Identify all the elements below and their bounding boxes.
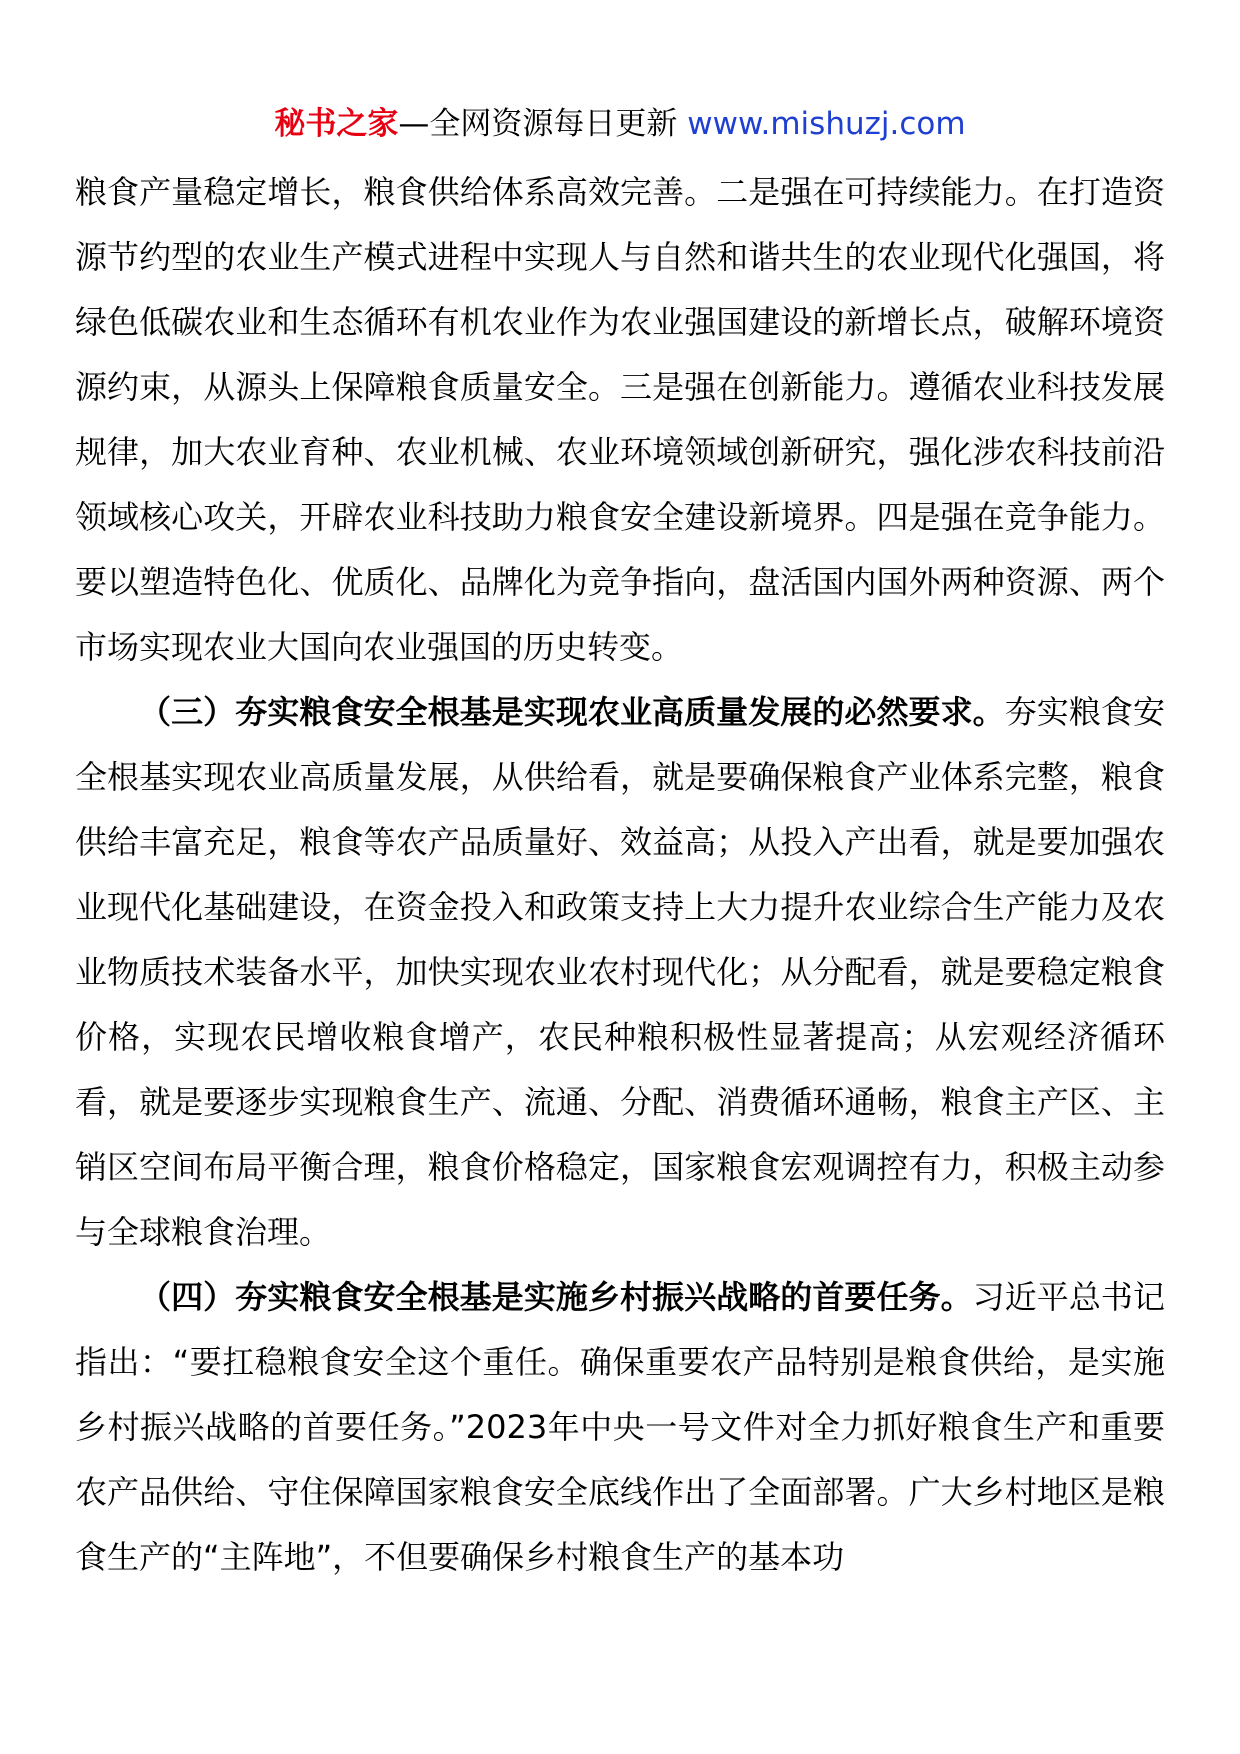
paragraph-3-text: 习近平总书记指出：“要扛稳粮食安全这个重任。确保重要农产品特别是粮食供给，是实施乡村振兴战略的首要任务。”2023年中央一号文件对全力抓好粮食生产和重要农产品供给、守住保障国家粮食安全底线作出了全面部署。广大乡村地区是粮食生产的“主阵地”，不但要确保乡村粮食生产的基本功 [75, 1278, 1165, 1576]
site-url-link[interactable]: www.mishuzj.com [687, 106, 966, 142]
brand-name: 秘书之家 [274, 106, 399, 142]
paragraph-2-text: 夯实粮食安全根基实现农业高质量发展，从供给看，就是要确保粮食产业体系完整，粮食供给丰富充足，粮食等农产品质量好、效益高；从投入产出看，就是要加强农业现代化基础建设，在资金投入和政策支持上大力提升农业综合生产能力及农业物质技术装备水平，加快实现农业农村现代化；从分配看，就是要稳定粮食价格，实现农民增收粮食增产，农民种粮积极性显著提高；从宏观经济循环看，就是要逐步实现粮食生产、流通、分配、消费循环通畅，粮食主产区、主销区空间布局平衡合理，粮食价格稳定，国家粮食宏观调控有力，积极主动参与全球粮食治理。 [75, 693, 1165, 1251]
section-heading-4: （四）夯实粮食安全根基是实施乡村振兴战略的首要任务。 [139, 1278, 973, 1316]
header-tagline: —全网资源每日更新 [398, 106, 678, 142]
section-heading-3: （三）夯实粮食安全根基是实现农业高质量发展的必然要求。 [139, 693, 1005, 731]
paragraph-1 [75, 160, 1165, 680]
paragraph-3 [75, 1265, 1165, 1590]
paragraph-2 [75, 680, 1165, 1265]
paragraph-1-text: 粮食产量稳定增长，粮食供给体系高效完善。二是强在可持续能力。在打造资源节约型的农业生产模式进程中实现人与自然和谐共生的农业现代化强国，将绿色低碳农业和生态循环有机农业作为农业强国建设的新增长点，破解环境资源约束，从源头上保障粮食质量安全。三是强在创新能力。遵循农业科技发展规律，加大农业育种、农业机械、农业环境领域创新研究，强化涉农科技前沿领域核心攻关，开辟农业科技助力粮食安全建设新境界。四是强在竞争能力。要以塑造特色化、优质化、品牌化为竞争指向，盘活国内国外两种资源、两个市场实现农业大国向农业强国的历史转变。 [75, 173, 1165, 666]
document-body [75, 160, 1165, 1590]
page-header [0, 102, 1240, 146]
